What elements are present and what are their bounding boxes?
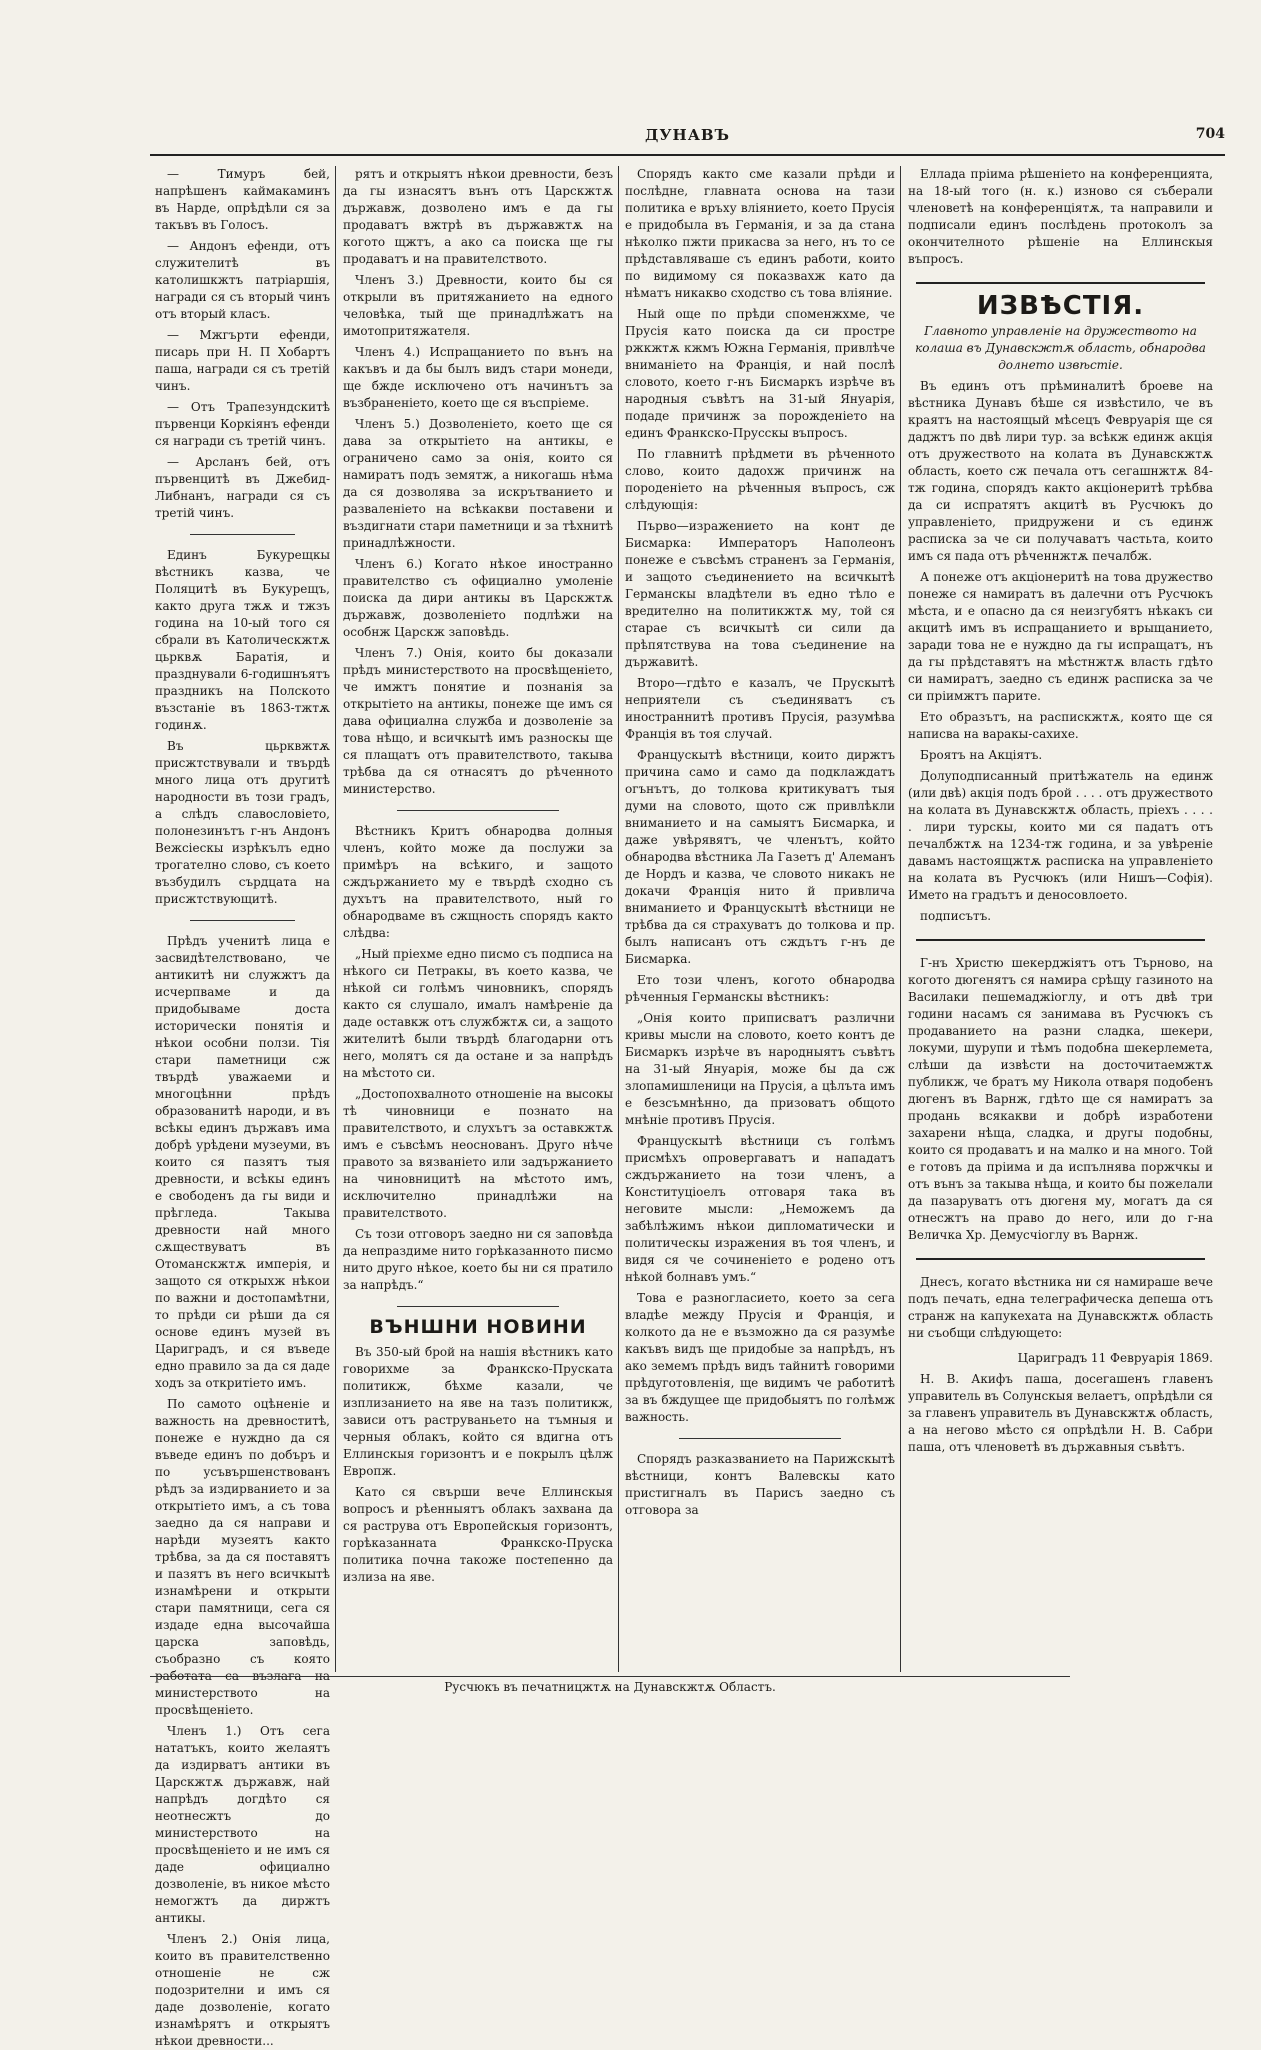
text-paragraph: Н. В. Акифъ паша, досегашенъ главенъ управитель въ Солунскыя велаетъ, опрѣдѣли ся за главенъ управитель въ Дунавскжтѫ область, а на негово мѣсто ся опрѣдѣли Н. В. Сабри паша, отъ членоветѣ въ държавныя съвѣтъ. — [908, 1372, 1213, 1454]
running-head — [150, 126, 1225, 148]
separator — [397, 1306, 559, 1307]
text-paragraph: Броятъ на Акціятъ. — [920, 748, 1043, 762]
text-paragraph: Единъ Букурещкы вѣстникъ казва, че Поляцитѣ въ Букурещъ, както друга тжѫ и тжзъ година на 10-ый того ся сбрали въ Католическжтѫ цьрквѫ Баратія, и празднували 6-годишнъятъ праздникъ на Полското възстаніе въ 1863-тжтѫ годинѫ. — [155, 548, 330, 732]
column-rule — [900, 166, 901, 1672]
text-paragraph: Съ този отговоръ заедно ни ся заповѣда да непраздиме нито горѣказанното писмо нито друго нѣкое, което бы ни ся пратило за напрѣдъ.“ — [343, 1227, 613, 1292]
separator — [190, 920, 295, 921]
text-paragraph: — Отъ Трапезундскитѣ първенци Коркіянъ ефенди ся награди съ третій чинъ. — [155, 400, 330, 448]
text-paragraph: Въ цьрквжтѫ присжтствували и твърдѣ много лица отъ другитѣ народности въ този градъ, а слѣдъ славословіето, полонезинътъ г-нъ Андонъ Вежсіескы изрѣкълъ едно трогателно слово, съ което възбудилъ сърдцата на присжтствующитѣ. — [155, 739, 330, 906]
text-paragraph: „Достопохвалното отношеніе на высокы тѣ чиновници е познато на правителството, и слухътъ за оставкжтѫ имъ е съвсѣмъ неоснованъ. Друго нѣче правото за вязваніето или задържанието на чиновницитѣ на мѣстото имъ, исключително принадлѣжи на правителството. — [343, 1087, 613, 1220]
text-paragraph: Членъ 3.) Древности, които бы ся открыли въ притяжанието на едного человѣка, тый ще принадлѣжатъ на имотопритяжателя. — [343, 273, 613, 338]
section-title-notices: ИЗВѢСТІЯ. — [976, 291, 1145, 321]
column-2 — [343, 166, 613, 1672]
text-paragraph: Спорядъ както сме казали прѣди и послѣдне, главната основа на тази политика е връху вліянието, което Прусія е придобыла въ Германія, и за да стана нѣколко пжти прикасва за него, нъ то се прѣдставляваше съ единъ работи, които по видимому ся показвахж като да нѣматъ никакво сходство съ това вліяние. — [625, 167, 895, 300]
column-1 — [155, 166, 330, 2048]
text-paragraph: Вѣстникъ Критъ обнародва долныя членъ, който може да послужи за примѣръ на всѣкиго, и защото сждържанието му е твърдѣ сходно съ духътъ на правителството, ный го обнародваме въ сжщность спорядъ както слѣдва: — [343, 824, 613, 940]
text-paragraph: Ето образътъ, на распискжтѫ, която ще ся написва на варакы-сахихе. — [908, 710, 1213, 741]
text-paragraph: По самото оцѣненіе и важность на древноститѣ, понеже е нуждно да ся въведе единъ по добъръ и по усъвършенствованъ рѣдъ за издирванието и за открытіето имъ, а съ това заедно да ся направи и нарѣди музеятъ както трѣбва, за да ся поставятъ и пазятъ въ него всичкытѣ изнамѣрени и открыти стари памятници, сега ся издаде една высочайша царска заповѣдь, съобразно съ която работата са възлага на министерството на просвѣщеніето. — [155, 1397, 330, 1717]
dateline: Цариградъ 11 Февруарія 1869. — [1017, 1351, 1213, 1365]
text-paragraph: Днесъ, когато вѣстника ни ся намираше вече подъ печать, една телеграфическа депеша отъ странж на капукехата на Дунавскжтѫ область ни съобщи слѣдующето: — [908, 1275, 1213, 1340]
section-title-foreign-news: ВЪНШНИ НОВИНИ — [369, 1316, 587, 1338]
text-paragraph: „Онія които приписватъ различни кривы мысли на словото, което контъ де Бисмаркъ изрѣче въ народныятъ съвѣтъ на 31-ый Януарія, може бы да сж злопамишленици на Прусія, а цѣлъта имъ е безсъмнѣнно, да призоватъ общото мнѣніе противъ Прусія. — [625, 1011, 895, 1127]
text-paragraph: Членъ 7.) Онія, които бы доказали прѣдъ министерството на просвѣщеніето, че имжтъ понятие и познанія за открытіето на антикы, понеже ще имъ ся дава официална служба и дозволеніе за това нѣщо, и всичкытѣ имъ разноскы ще ся плащатъ отъ правителството, такыва трѣбва да ся отнасятъ до рѣченното министерство. — [343, 646, 613, 796]
text-paragraph: Ето този членъ, когото обнародва рѣченныя Германскы вѣстникъ: — [625, 973, 895, 1004]
text-paragraph: Францускытѣ вѣстници, които диржтъ причина само и само да подклаждатъ огънътъ, до толкова критикуватъ тыя думи на словото, щото сж привлѣкли вниманието и на самыятъ Бисмарка, и даже увѣрявятъ, че членътъ, който обнародва вѣстника Ла Газетъ д' Алеманъ де Нордъ и казва, че словото никакъ не докачи Франція нито й привлича вниманието и Францускытѣ вѣстници не трѣбва да ся страхуватъ до толкова и пр. былъ написанъ отъ сждътъ г-нъ де Бисмарка. — [625, 748, 895, 966]
separator — [916, 939, 1206, 941]
separator — [679, 1438, 841, 1439]
separator — [397, 810, 559, 811]
text-paragraph: Членъ 5.) Дозволеніето, което ще ся дава за открытіето на антикы, е ограничено само за онія, които ся намиратъ подъ земятж, а никогашь нѣма да ся дозволява за искрътванието и разваленіето на всѣкакви поставени и въздигнати стари паметници и за тѣхнитѣ принадлѣжности. — [343, 417, 613, 550]
text-paragraph: А понеже отъ акціонеритѣ на това дружество понеже ся намиратъ въ далечни отъ Русчюкъ мѣста, и е опасно да ся неизгубятъ нѣкакъ си акцитѣ имъ въ испращанието и врыщанието, заради това не е нуждно да гы испращатъ, нъ да гы прѣдставятъ на мѣстнжтѫ власть гдѣто си намиратъ, заедно съ единж расписка за че си пріимжтъ парите. — [908, 570, 1213, 703]
header-rule — [150, 154, 1225, 156]
text-paragraph: — Мжгърти ефенди, писарь при Н. П Хобартъ паша, награди ся съ третій чинъ. — [155, 328, 330, 393]
text-paragraph: — Тимуръ бей, напрѣшенъ каймакаминъ въ Нарде, опрѣдѣли ся за такъвъ въ Голосъ. — [155, 167, 330, 232]
text-paragraph: Францускытѣ вѣстници съ голѣмъ присмѣхъ опровергаватъ и нападатъ сждържанието на този членъ, а Конституціоелъ отговаря така въ неговите мысли: „Неможемъ да забѣлѣжимъ нѣкои дипломатически и политическы изражения въ тоя членъ, и видя ся че сочиненіето е родено отъ нѣкой болнавъ умъ.“ — [625, 1134, 895, 1284]
notice-intro: Главното управленіе на дружеството на колаша въ Дунавскжтѫ область, обнародва долнето извѣстіе. — [915, 324, 1206, 372]
text-paragraph: Първо—изражението на конт де Бисмарка: Императоръ Наполеонъ понеже е съвсѣмъ страненъ за Германія, и защото съединението на всичкытѣ Германскы владѣтели въ едно тѣло е вредително на политикжтѫ му, той ся старае съ всичкытѣ си сили да прѣпятствува на това съединение на държавитѣ. — [625, 519, 895, 669]
text-paragraph: рятъ и открыятъ нѣкои древности, безъ да гы изнасятъ вънъ отъ Царскжтѫ държавж, дозволено имъ е да гы продаватъ вжтрѣ въ държавжтѫ на когото щжтъ, а ако са поиска ще гы продаватъ и на правителството. — [343, 167, 613, 266]
text-paragraph: „Ный пріехме едно писмо съ подписа на нѣкого си Петракы, въ което казва, че нѣкой си голѣмъ чиновникъ, спорядъ както ся слушало, ималъ намѣреніе да даде оставкж отъ службжтѫ си, а защото жителитѣ были твърдѣ благодарни отъ него, молятъ ся да остане и за напрѣдъ на мѣстото си. — [343, 947, 613, 1080]
text-paragraph: Членъ 2.) Онія лица, които въ правителственно отношеніе не сж подозрителни и имъ ся даде дозволеніе, когато изнамѣрятъ и открыятъ нѣкои древности... — [155, 1932, 330, 2048]
text-paragraph: Въ 350-ый брой на нашія вѣстникъ като говорихме за Франкско-Пруската политикж, бѣхме казали, че изплизанието на яве на тазъ политикж, зависи отъ раструваньето на тъмныя и черныя облакъ, който ся вдигна отъ Еллинскыя горизонтъ и е покрылъ цѣлж Европж. — [343, 1345, 613, 1478]
separator — [916, 282, 1206, 284]
text-paragraph: Второ—гдѣто е казалъ, че Прускытѣ неприятели съ съединяватъ съ иностраннитѣ противъ Прусія, разумѣва Франція въ тоя случай. — [625, 676, 895, 741]
text-paragraph: подписътъ. — [920, 909, 992, 923]
column-rule — [618, 166, 619, 1672]
text-paragraph: Като ся свърши вече Еллинскыя вопросъ и рѣенныятъ облакъ захвана да ся раструва отъ Европейскыя горизонтъ, горѣказанната Франкско-Пруска политика почна такоже постепенно да излиза на яве. — [343, 1485, 613, 1584]
text-paragraph: По главнитѣ прѣдмети въ рѣченното слово, които дадохж причинж на породеніето на рѣченныя въпросъ, сж слѣдующія: — [625, 447, 895, 512]
column-4 — [908, 166, 1213, 1672]
newspaper-title: ДУНАВЪ — [645, 126, 730, 144]
text-paragraph: — Андонъ ефенди, отъ служителитѣ въ католишкжтъ патріаршія, награди ся съ вторый чинъ отъ вторый класъ. — [155, 239, 330, 321]
column-3 — [625, 166, 895, 1672]
column-rule — [335, 166, 336, 1672]
text-paragraph: Ный още по прѣди споменжхме, че Прусія като поиска да си простре ржкжтѫ кжмъ Южна Германія, привлѣче вниманіето на Франція, и най послѣ словото, което г-нъ Бисмаркъ изрѣче въ народныя съвѣтъ на 31-ый Януарія, подаде причинж за порожденіето на единъ Франкско-Прусскы въпросъ. — [625, 307, 895, 440]
text-paragraph: Въ единъ отъ прѣминалитѣ броеве на вѣстника Дунавъ бѣше ся извѣстило, че въ краятъ на настоящый мѣсецъ Февруарія ще ся даджтъ по двѣ лири тур. за всѣкж единж акція отъ дружеството на колата въ Дунавскжтѫ область, което сж печала отъ сегашнжтѫ 84-тж година, спорядъ както акціонеритѣ трѣбва да си испратятъ акцитѣ въ Русчюкъ до управленіето, придружени и съ единж расписка за че си получаватъ частьта, които имъ ся пада отъ рѣченнжтѫ печалбж. — [908, 379, 1213, 563]
text-paragraph: Долуподписанный притѣжатель на единж (или двѣ) акція подъ брой . . . . отъ дружеството на колата въ Дунавскжтѫ область, пріехъ . . . . . лири турскы, които ми ся падатъ отъ печалбжтѫ на 1234-тж година, и за увѣреніе давамъ настоящжтѫ расписка на управленіето на колата въ Русчюкъ (или Нишъ—Софія). Името на градътъ и деносовлоето. — [908, 769, 1213, 902]
text-paragraph: Прѣдъ ученитѣ лица е засвидѣтелствовано, че антикитѣ ни служжтъ да исчерпваме и да придобываме доста исторически понятія и нѣкои особни ползи. Тія стари паметници сж твърдѣ уважаеми и многоцѣнни прѣдъ образованитѣ народи, и въ всѣкы единъ държавъ има добрѣ урѣдени музеуми, въ които ся пазятъ тыя древности, и всѣкы единъ е свободенъ да гы види и прѣгледа. Такыва древности най много сѫществуватъ въ Отоманскжтѫ имперія, и защото ся открыхж нѣкои по важни и достопамѣтни, то прѣди си рѣши да ся основе единъ музей въ Цариградъ, и ся въведе едно правило за да ся даде ходъ за откритіето имъ. — [155, 934, 330, 1390]
separator — [916, 1258, 1206, 1260]
footer-rule — [150, 1676, 1070, 1677]
text-paragraph: Г-нъ Христю шекерджіятъ отъ Търново, на когото дюгенятъ ся намира срѣщу газиното на Василаки пешемаджіоглу, и отъ двѣ три години насамъ ся занимава въ Русчюкъ съ продаванието на разни сладка, шекери, локуми, шурупи и тѣмъ подобна шекерлемета, слѣши да извѣсти на досточитаемжтѫ публикж, че братъ му Никола отваря подобенъ дюгенъ въ Варнж, гдѣто ще ся намиратъ за продань всякакви и добрѣ изработени захарени нѣща, сладка, и другы подобны, които ся продаватъ и на малко и на много. Той е готовъ да пріима и да испълнява поржчкы и отъ вънъ за такыва нѣща, и които бы пожелали да пазаруватъ отъ дюгеня му, могатъ да ся отнесжтъ на право до него, или до г-на Величка Хр. Демусчіоглу въ Варнж. — [908, 956, 1213, 1242]
text-paragraph: Членъ 6.) Когато нѣкое иностранно правителство съ официално умоленіе поиска да дири антикы въ Царскжтѫ държавж, дозволеніето подлѣжи на особнж Царскж заповѣдь. — [343, 557, 613, 639]
text-paragraph: Спорядъ разказванието на Парижскытѣ вѣстници, контъ Валевскы като пристигналъ въ Парисъ заедно съ отговора за — [625, 1452, 895, 1517]
text-paragraph: Членъ 1.) Отъ сега нататъкъ, които желаятъ да издирватъ антики въ Царскжтѫ държавж, най напрѣдъ догдѣто ся неотнесжтъ до министерството на просвѣщеніето и не имъ ся даде официално дозволеніе, въ никое мѣсто немогжтъ да диржтъ антикы. — [155, 1724, 330, 1925]
text-paragraph: — Арсланъ бей, отъ първенцитѣ въ Джебид-Либнанъ, награди ся съ третій чинъ. — [155, 455, 330, 520]
printer-imprint: Русчюкъ въ печатницжтѫ на Дунавскжтѫ Областъ. — [444, 1680, 776, 1694]
separator — [190, 534, 295, 535]
page-number: 704 — [1195, 126, 1225, 142]
text-paragraph: Еллада пріима рѣшеніето на конференцията, на 18-ый того (н. к.) изново ся съберали членоветѣ на конференціятѫ, та направили и подписали единъ послѣдень протоколъ за окончителното рѣшеніе на Еллинскыя въпросъ. — [908, 167, 1213, 266]
text-paragraph: Това е разногласието, което за сега владѣе между Прусія и Франція, и колкото да не е възможно да ся разумѣе какъвъ видъ ще придобые за напрѣдъ, нъ ако земемъ прѣдъ видъ тайнитѣ говорими прѣдуготовленія, ще видимъ че работитѣ за въ бждущее ще придобыятъ по голѣмж важность. — [625, 1291, 895, 1424]
text-paragraph: Членъ 4.) Испращанието по вънъ на какъвъ и да бы былъ видъ стари монеди, ще бжде исключено отъ начинътъ за възбраненіето, което ще ся въспріеме. — [343, 345, 613, 410]
